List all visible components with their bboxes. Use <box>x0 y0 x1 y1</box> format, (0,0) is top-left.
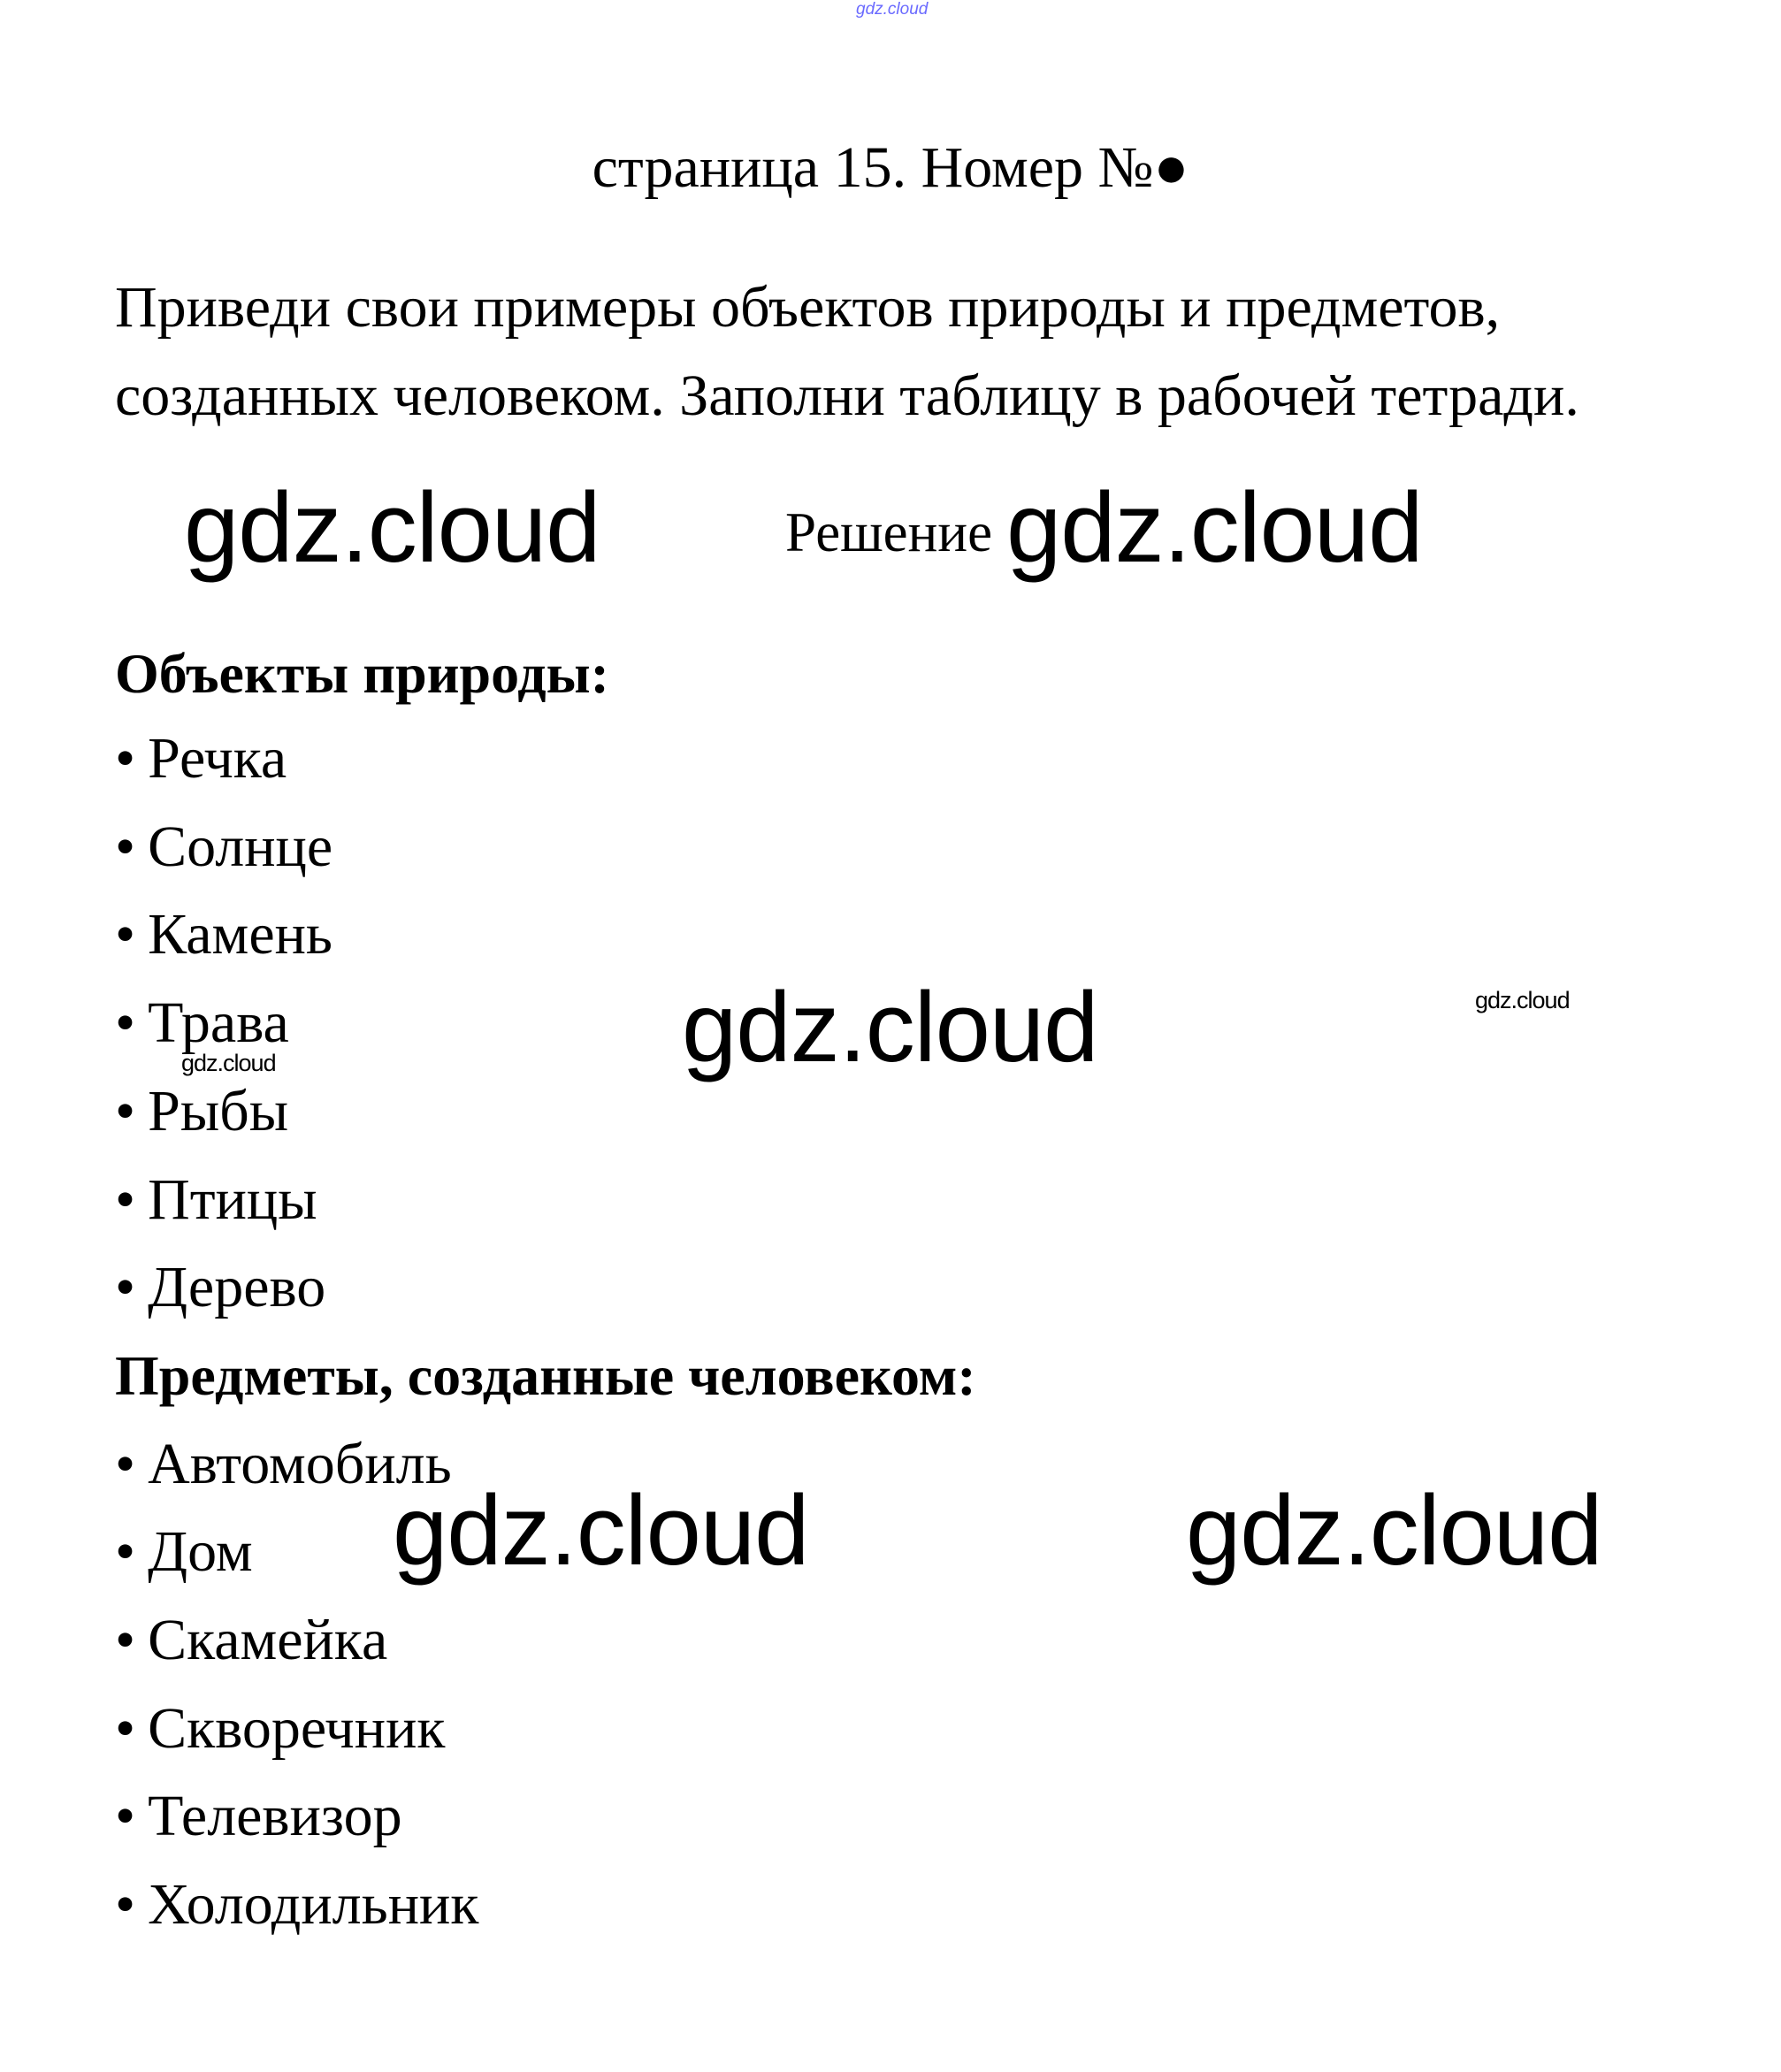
list-item <box>115 988 289 1059</box>
list-item-label: Скворечник <box>148 1696 446 1761</box>
task-line-1: Приведи свои примеры объектов природы и предметов, <box>115 275 1501 340</box>
task-line-2: созданных человеком. Заполни таблицу в рабочей тетради. <box>115 363 1579 428</box>
list-item <box>115 1429 452 1500</box>
list-item <box>115 1252 325 1323</box>
bullet: • <box>115 814 136 879</box>
watermark: gdz.cloud <box>682 972 1098 1082</box>
bullet: • <box>115 1608 136 1672</box>
page-title: страница 15. Номер №● <box>592 135 1189 200</box>
list-item-label: Камень <box>148 902 333 967</box>
top-watermark: gdz.cloud <box>856 0 929 19</box>
list-item-label: Телевизор <box>148 1784 402 1848</box>
watermark: gdz.cloud <box>393 1475 809 1586</box>
watermark: gdz.cloud <box>1475 987 1570 1013</box>
list-item-label: Трава <box>148 990 289 1055</box>
list-item-label: Автомобиль <box>148 1432 452 1496</box>
watermark: gdz.cloud <box>1006 472 1423 583</box>
list-item-label: Речка <box>148 726 287 791</box>
list-item-label: Холодильник <box>148 1872 479 1937</box>
list-item <box>115 723 287 794</box>
list-item <box>115 1694 445 1764</box>
watermark: gdz.cloud <box>184 472 600 583</box>
task-text <box>115 264 1579 440</box>
list-item <box>115 1165 317 1235</box>
nature-heading: Объекты природы: <box>115 642 609 705</box>
bullet: • <box>115 1696 136 1761</box>
bullet: • <box>115 1255 136 1319</box>
list-item <box>115 1605 387 1676</box>
watermark: gdz.cloud <box>1186 1475 1602 1586</box>
list-item <box>115 1781 402 1852</box>
bullet: • <box>115 990 136 1055</box>
bullet: • <box>115 1167 136 1232</box>
list-item-label: Дом <box>148 1519 253 1584</box>
list-item <box>115 1517 253 1587</box>
solution-label: Решение <box>785 501 993 563</box>
bullet: • <box>115 1079 136 1143</box>
list-item-label: Рыбы <box>148 1079 289 1143</box>
man-made-heading: Предметы, созданные человеком: <box>115 1344 976 1407</box>
list-item-label: Дерево <box>148 1255 326 1319</box>
list-item <box>115 1869 478 1940</box>
bullet: • <box>115 902 136 967</box>
list-item-label: Птицы <box>148 1167 317 1232</box>
bullet: • <box>115 1872 136 1937</box>
list-item <box>115 812 333 883</box>
bullet: • <box>115 1784 136 1848</box>
watermark: gdz.cloud <box>181 1050 276 1076</box>
bullet: • <box>115 726 136 791</box>
list-item-label: Скамейка <box>148 1608 388 1672</box>
list-item-label: Солнце <box>148 814 333 879</box>
bullet: • <box>115 1519 136 1584</box>
bullet: • <box>115 1432 136 1496</box>
list-item <box>115 1076 288 1147</box>
list-item <box>115 899 333 970</box>
